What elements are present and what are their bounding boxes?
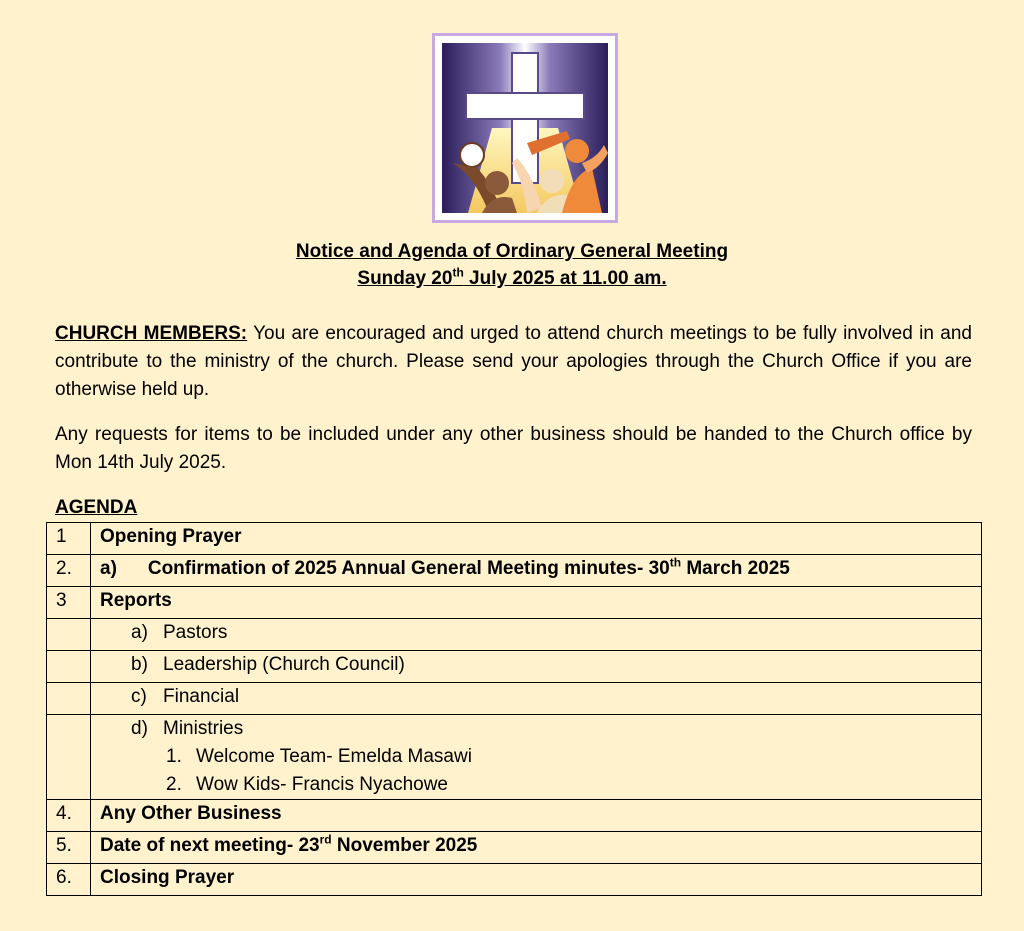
item-label: Opening Prayer: [91, 523, 982, 555]
item-text-post: March 2025: [681, 558, 790, 579]
item-text-sup: th: [669, 555, 682, 570]
item-number: 3: [47, 587, 91, 619]
item-text-pre: Confirmation of 2025 Annual General Meeting minutes- 30: [147, 558, 670, 579]
item-text-pre: Date of next meeting- 23: [100, 835, 320, 856]
sub-item: [91, 715, 982, 800]
sub-label: Ministries: [163, 718, 244, 739]
table-row: [47, 864, 982, 896]
title-date-sup: th: [452, 265, 464, 280]
item-number: 5.: [47, 832, 91, 864]
sub-item: [91, 683, 982, 715]
item-tag: a): [100, 558, 117, 579]
item-number: [47, 619, 91, 651]
meeting-title: [0, 238, 1024, 292]
table-row: [47, 715, 982, 800]
item-label: Reports: [91, 587, 982, 619]
intro-lead: CHURCH MEMBERS:: [55, 323, 248, 344]
item-text-sup: rd: [319, 832, 332, 847]
table-row: [47, 651, 982, 683]
intro-text: You are encouraged and urged to attend church meetings to be fully involved in and contribute to the ministry of the church. Please send your apologies through the Church Office if you are otherwise held up.: [55, 323, 972, 400]
table-row: [47, 619, 982, 651]
item-number: 4.: [47, 800, 91, 832]
sub-item: [91, 651, 982, 683]
sub-item: [91, 619, 982, 651]
title-date-pre: Sunday 20: [357, 268, 453, 289]
item-label: Closing Prayer: [91, 864, 982, 896]
sub-tag: d): [131, 718, 148, 739]
sub-label: Financial: [163, 686, 240, 707]
table-row: [47, 800, 982, 832]
table-row: [47, 683, 982, 715]
church-cross-logo-icon: [432, 33, 618, 223]
table-row: [47, 555, 982, 587]
table-row: [47, 523, 982, 555]
item-number: [47, 683, 91, 715]
ministry-label: Welcome Team- Emelda Masawi: [196, 746, 472, 767]
item-label: [91, 832, 982, 864]
intro-paragraph: [55, 320, 972, 404]
title-date-post: July 2025 at 11.00 am.: [463, 268, 667, 289]
sub-tag: a): [131, 622, 148, 643]
title-line-2: [357, 265, 667, 289]
item-number: [47, 651, 91, 683]
item-number: 1: [47, 523, 91, 555]
title-line-1: Notice and Agenda of Ordinary General Meeting: [295, 241, 729, 262]
sub-label: Pastors: [163, 622, 228, 643]
item-label: [91, 555, 982, 587]
item-number: [47, 715, 91, 800]
table-row: [47, 587, 982, 619]
agenda-table: [46, 522, 982, 896]
agenda-heading: AGENDA: [55, 497, 138, 518]
sub-tag: c): [131, 686, 147, 707]
sub-tag: b): [131, 654, 148, 675]
item-text-post: November 2025: [331, 835, 478, 856]
requests-paragraph: Any requests for items to be included under any other business should be handed to the Church office by Mon 14th July 2025.: [55, 424, 972, 473]
ministry-tag: 2.: [166, 774, 182, 795]
table-row: [47, 832, 982, 864]
item-number: 6.: [47, 864, 91, 896]
item-number: 2.: [47, 555, 91, 587]
item-label: Any Other Business: [91, 800, 982, 832]
ministry-tag: 1.: [166, 746, 182, 767]
ministry-label: Wow Kids- Francis Nyachowe: [196, 774, 449, 795]
sub-label: Leadership (Church Council): [163, 654, 405, 675]
